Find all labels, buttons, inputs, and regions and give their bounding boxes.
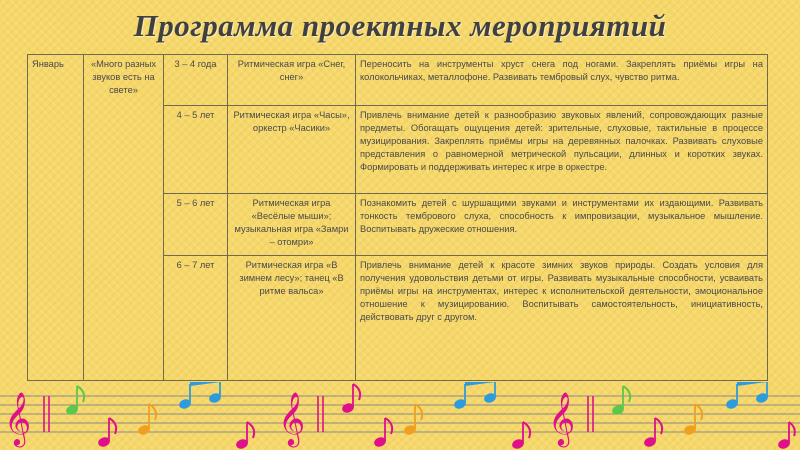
eighth-note-icon — [137, 404, 156, 436]
eighth-note-icon — [65, 386, 84, 416]
treble-clef-icon: 𝄞 — [548, 391, 576, 445]
program-table — [27, 54, 768, 381]
music-staff-decoration — [0, 382, 800, 450]
eighth-note-icon — [777, 422, 794, 450]
eighth-note-icon — [511, 422, 530, 450]
eighth-note-icon — [643, 418, 662, 448]
activity-cell: Ритмическая игра «Снег, снег» — [228, 55, 356, 106]
goals-cell: Привлечь внимание детей к разнообразию звуковых явлений, сопровождающих разные предметы. Обогащать ощущения детей: зрительные, слуховые, тактильные в процессе музицирования. Закреплять приёмы игры на деревянных палочках. Развивать слуховые представления о равномерной метрической пульсации, длинных и коротких звуках. Формировать и поддерживать интерес к игре в оркестре. — [356, 106, 768, 194]
age-cell: 4 – 5 лет — [164, 106, 228, 194]
activity-cell: Ритмическая игра «Весёлые мыши»; музыкальная игра «Замри – отомри» — [228, 194, 356, 256]
treble-clef-icon: 𝄞 — [4, 391, 32, 445]
eighth-note-icon — [373, 418, 392, 448]
goals-cell: Познакомить детей с шуршащими звуками и инструментами их издающими. Развивать тонкость тембрового слуха, способность к импровизации, музыкальное мышление. Воспитывать дружеские отношения. — [356, 194, 768, 256]
goals-cell: Переносить на инструменты хруст снега под ногами. Закреплять приёмы игры на колокольчиках, металлофоне. Развивать тембровый слух, чувство ритма. — [356, 55, 768, 106]
activity-cell: Ритмическая игра «Часы», оркестр «Часики» — [228, 106, 356, 194]
treble-clef-icon: 𝄞 — [278, 391, 306, 445]
age-cell: 6 – 7 лет — [164, 256, 228, 381]
activity-cell: Ритмическая игра «В зимнем лесу»; танец «В ритме вальса» — [228, 256, 356, 381]
project-cell: «Много разных звуков есть на свете» — [84, 55, 164, 381]
month-cell: Январь — [28, 55, 84, 381]
age-cell: 5 – 6 лет — [164, 194, 228, 256]
eighth-note-icon — [341, 384, 360, 414]
eighth-note-icon — [235, 422, 254, 450]
staff-lines — [0, 396, 800, 432]
goals-cell: Привлечь внимание детей к красоте зимних звуков природы. Создать условия для получения удовольствия детьми от игры. Развивать музыкальные способности, усваивать приёмы игры на инструментах, интерес к исполнительской деятельности, эмоциональное отношение к музицированию. Воспитывать самостоятельность, инициативность, действовать друг с другом. — [356, 256, 768, 381]
age-cell: 3 – 4 года — [164, 55, 228, 106]
page-title: Программа проектных мероприятий — [133, 8, 667, 43]
eighth-note-icon — [97, 418, 116, 448]
eighth-note-icon — [683, 404, 702, 436]
table-row — [28, 55, 768, 106]
eighth-note-icon — [611, 386, 630, 416]
eighth-note-icon — [403, 404, 422, 436]
